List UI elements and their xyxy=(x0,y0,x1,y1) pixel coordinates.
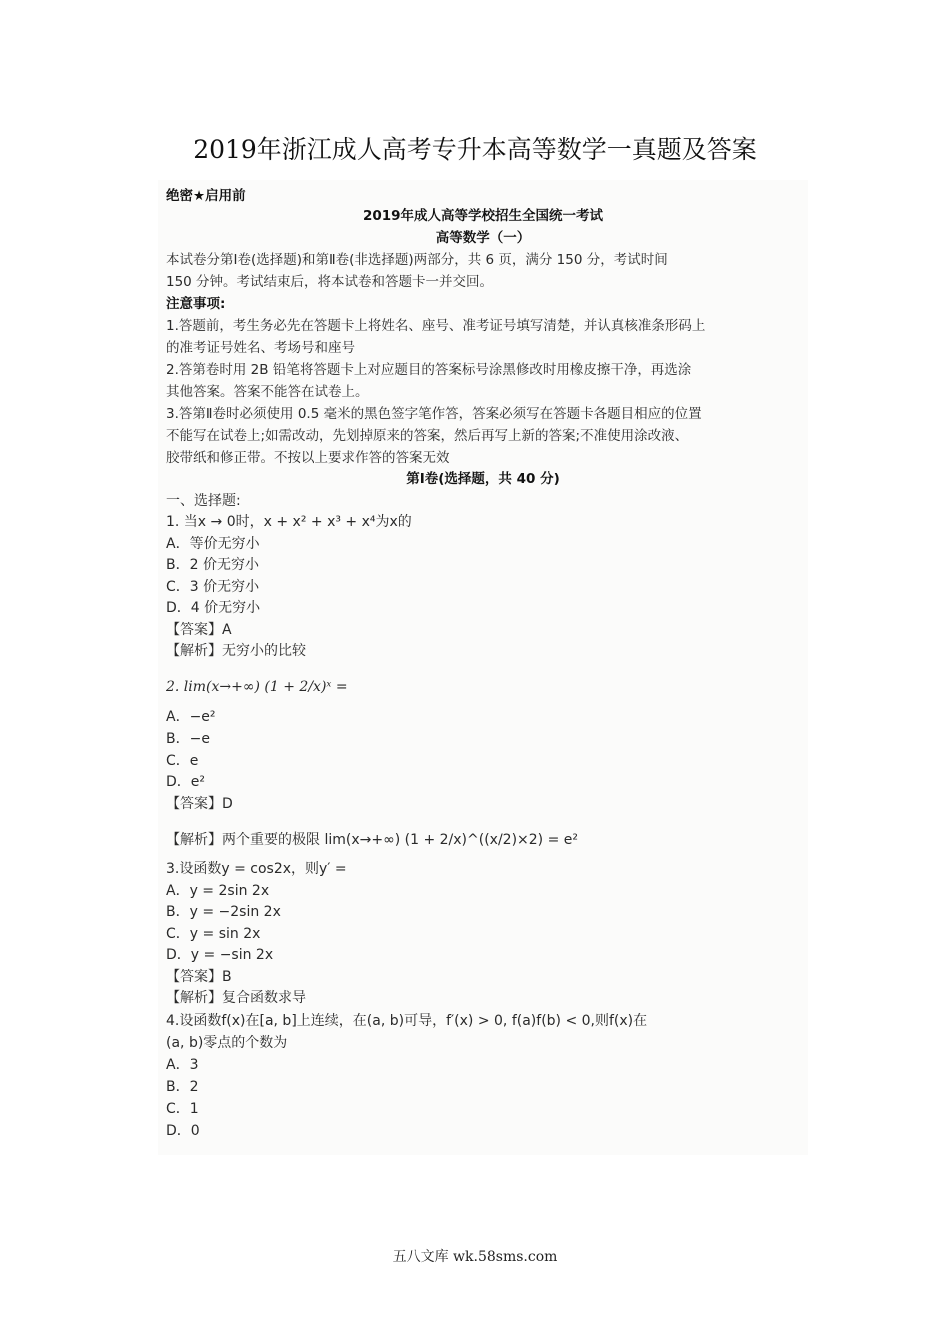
option-d: D．0 xyxy=(166,1123,200,1139)
option-c: C．y = sin 2x xyxy=(166,926,261,942)
note-line: 1.答题前，考生务必先在答题卡上将姓名、座号、准考证号填写清楚，并认真核准条形码上 xyxy=(166,318,706,334)
answer-label: 【答案】D xyxy=(166,796,233,812)
notes-title: 注意事项: xyxy=(166,296,226,312)
secret-label: 绝密★启用前 xyxy=(166,188,246,204)
question-stem: 1. 当x → 0时，x + x² + x³ + x⁴为x的 xyxy=(166,514,412,530)
option-a: A．3 xyxy=(166,1057,199,1073)
subject-name: 高等数学（一） xyxy=(435,230,531,246)
note-line: 不能写在试卷上;如需改动，先划掉原来的答案，然后再写上新的答案;不准使用涂改液、 xyxy=(166,428,689,444)
note-line: 的准考证号姓名、考场号和座号 xyxy=(166,340,355,356)
option-d: D．y = −sin 2x xyxy=(166,947,274,963)
question-stem: 3.设函数y = cos2x，则y′ = xyxy=(166,861,347,877)
option-c: C．e xyxy=(166,753,199,769)
option-b: B．2 价无穷小 xyxy=(166,557,259,573)
footer-site-link[interactable]: 五八文库 wk.58sms.com xyxy=(392,1249,558,1265)
note-line: 其他答案。答案不能答在试卷上。 xyxy=(166,384,369,400)
option-b: B．y = −2sin 2x xyxy=(166,904,281,920)
note-line: 2.答第卷时用 2B 铅笔将答题卡上对应题目的答案标号涂黑修改时用橡皮擦干净，再选涂 xyxy=(166,362,692,378)
option-a: A．y = 2sin 2x xyxy=(166,883,270,899)
part-title: 一、选择题: xyxy=(166,493,241,509)
option-c: C．3 价无穷小 xyxy=(166,579,260,595)
page-title: 2019年浙江成人高考专升本高等数学一真题及答案 xyxy=(193,135,757,164)
intro-line: 本试卷分第Ⅰ卷(选择题)和第Ⅱ卷(非选择题)两部分，共 6 页，满分 150 分，考试时间 xyxy=(166,252,668,268)
option-d: D．4 价无穷小 xyxy=(166,600,261,616)
intro-line: 150 分钟。考试结束后，将本试卷和答题卡一并交回。 xyxy=(166,274,494,290)
note-line: 3.答第Ⅱ卷时必须使用 0.5 毫米的黑色签字笔作答，答案必须写在答题卡各题目相应的位置 xyxy=(166,406,702,422)
note-line: 胶带纸和修正带。不按以上要求作答的答案无效 xyxy=(166,450,450,466)
analysis-label: 【解析】无穷小的比较 xyxy=(166,643,306,659)
option-c: C．1 xyxy=(166,1101,199,1117)
section-title: 第Ⅰ卷(选择题，共 40 分) xyxy=(406,471,560,487)
option-b: B．2 xyxy=(166,1079,199,1095)
option-a: A．等价无穷小 xyxy=(166,536,260,552)
analysis-label: 【解析】复合函数求导 xyxy=(166,990,306,1006)
analysis-label: 【解析】两个重要的极限 lim(x→+∞) (1 + 2/x)^((x/2)×2) = e² xyxy=(166,832,579,848)
question-stem-continued: (a, b)零点的个数为 xyxy=(166,1035,288,1051)
option-a: A．−e² xyxy=(166,709,216,725)
answer-label: 【答案】B xyxy=(166,969,232,985)
question-stem: 2. lim(x→+∞) (1 + 2/x)ˣ = xyxy=(166,679,348,695)
question-stem: 4.设函数f(x)在[a, b]上连续，在(a, b)可导，f′(x) > 0, f(a)f(b) < 0,则f(x)在 xyxy=(166,1013,648,1029)
exam-name: 2019年成人高等学校招生全国统一考试 xyxy=(362,208,604,224)
option-b: B．−e xyxy=(166,731,210,747)
option-d: D．e² xyxy=(166,774,206,790)
answer-label: 【答案】A xyxy=(166,622,232,638)
